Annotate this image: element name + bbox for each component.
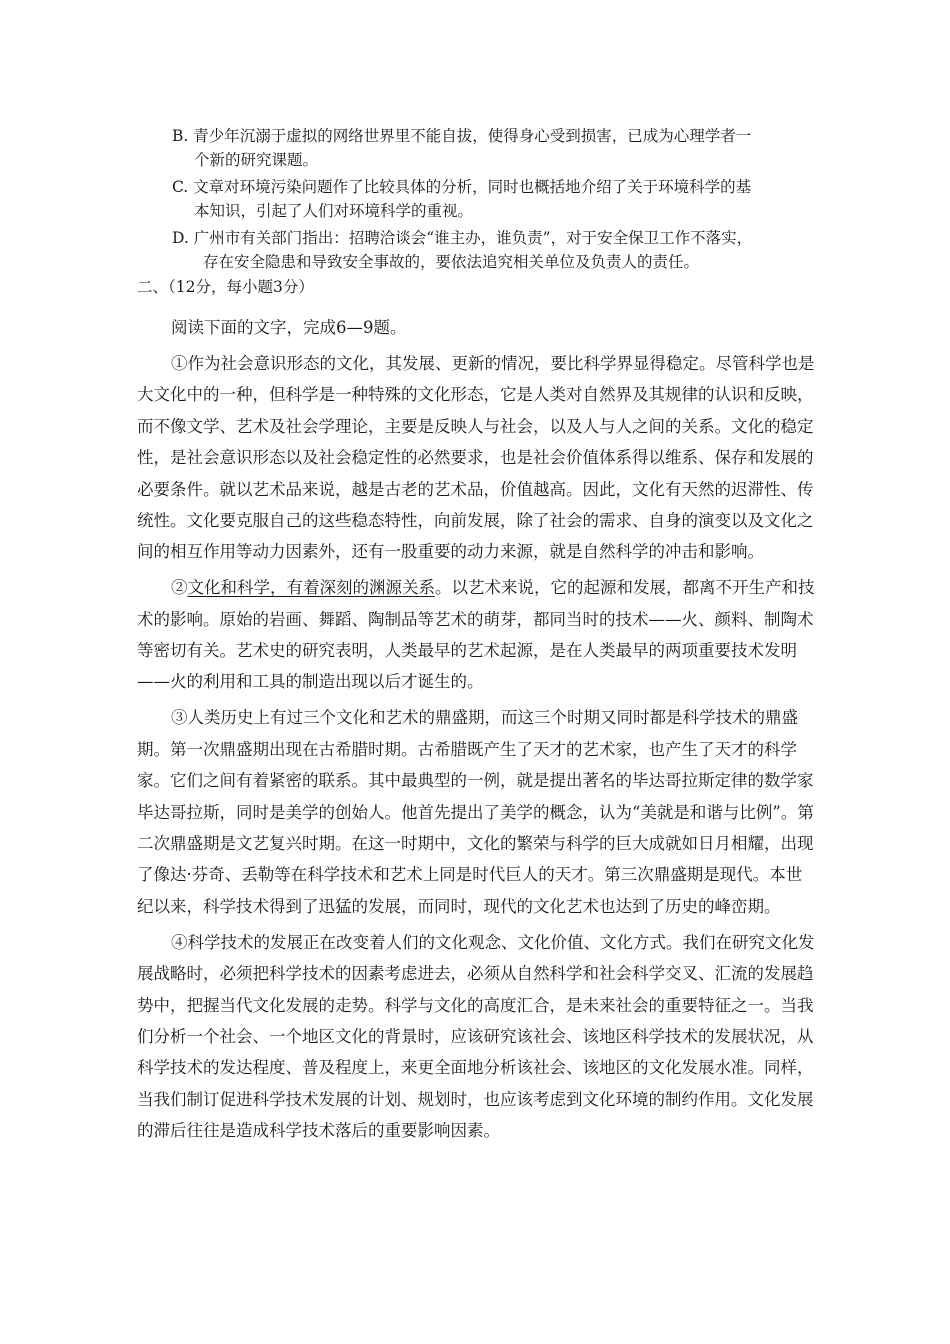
instruction: 阅读下面的文字，完成6—9题。 <box>171 318 407 337</box>
option-c <box>172 175 822 223</box>
option-letter: D. <box>172 229 189 247</box>
option-d <box>172 226 822 274</box>
paragraph-4: ④科学技术的发展正在改变着人们的文化观念、文化价值、文化方式。我们在研究文化发展战略时，必须把科学技术的因素考虑进去，必须从自然科学和社会科学交叉、汇流的发展趋势中，把握当代文化发展的走势。科学与文化的高度汇合，是未来社会的重要特征之一。当我们分析一个社会、一个地区文化的背景时，应该研究该社会、该地区科学技术的发展状况，从科学技术的发达程度、普及程度上，来更全面地分析该社会、该地区的文化发展水准。同样，当我们制订促进科学技术发展的计划、规划时，也应该考虑到文化环境的制约作用。文化发展的滞后往往是造成科学技术落后的重要影响因素。 <box>137 932 815 1141</box>
option-text-line1: 文章对环境污染问题作了比较具体的分析，同时也概括地介绍了关于环境科学的基 <box>193 178 752 196</box>
option-b <box>172 124 822 172</box>
paragraph-text: 。以艺术来说，它的起源和发展，都离不开生产和技术的影响。原始的岩画、舞蹈、陶制品等艺术的萌芽，都同当时的技术——火、颜料、制陶术等密切有关。艺术史的研究表明，人类最早的艺术起源，是在人类最早的两项重要技术发明——火的利用和工具的制造出现以后才诞生的。 <box>137 578 815 692</box>
option-text-line2: 本知识，引起了人们对环境科学的重视。 <box>194 202 474 220</box>
option-text-line2: 存在安全隐患和导致安全事故的，要依法追究相关单位及负责人的责任。 <box>203 253 700 271</box>
section-heading: 二、（12分，每小题3分） <box>137 278 314 296</box>
paragraph-2 <box>137 572 817 698</box>
paragraph-1: ①作为社会意识形态的文化，其发展、更新的情况，要比科学界显得稳定。尽管科学也是大文化中的一种，但科学是一种特殊的文化形态，它是人类对自然界及其规律的认识和反映，而不像文学、艺术及社会学理论，主要是反映人与社会，以及人与人之间的关系。文化的稳定性，是社会意识形态以及社会稳定性的必然要求，也是社会价值体系得以维系、保存和发展的必要条件。就以艺术品来说，越是古老的艺术品，价值越高。因此，文化有天然的迟滞性、传统性。文化要克服自己的这些稳态特性，向前发展，除了社会的需求、自身的演变以及文化之间的相互作用等动力因素外，还有一股重要的动力来源，就是自然科学的冲击和影响。 <box>137 353 815 562</box>
option-text-line2: 个新的研究课题。 <box>194 151 319 169</box>
underlined-sentence: 文化和科学，有着深刻的渊源关系 <box>187 578 435 598</box>
option-letter: C. <box>172 178 189 196</box>
option-text-line1: 广州市有关部门指出：招聘洽谈会“谁主办，谁负责”，对于安全保卫工作不落实， <box>193 229 753 247</box>
paragraph-3: ③人类历史上有过三个文化和艺术的鼎盛期，而这三个时期又同时都是科学技术的鼎盛期。第一次鼎盛期出现在古希腊时期。古希腊既产生了天才的艺术家，也产生了天才的科学家。它们之间有着紧密的联系。其中最典型的一例，就是提出著名的毕达哥拉斯定律的数学家毕达哥拉斯，同时是美学的创始人。他首先提出了美学的概念，认为“美就是和谐与比例”。第二次鼎盛期是文艺复兴时期。在这一时期中，文化的繁荣与科学的巨大成就如日月相耀，出现了像达·芬奇、丢勒等在科学技术和艺术上同是时代巨人的天才。第三次鼎盛期是现代。本世纪以来，科学技术得到了迅猛的发展，而同时，现代的文化艺术也达到了历史的峰峦期。 <box>137 708 814 916</box>
reading-passage <box>137 312 817 1147</box>
paragraph-number: ② <box>171 578 188 598</box>
option-text-line1: 青少年沉溺于虚拟的网络世界里不能自拔，使得身心受到损害，已成为心理学者一 <box>193 127 752 145</box>
option-letter: B. <box>172 127 189 145</box>
